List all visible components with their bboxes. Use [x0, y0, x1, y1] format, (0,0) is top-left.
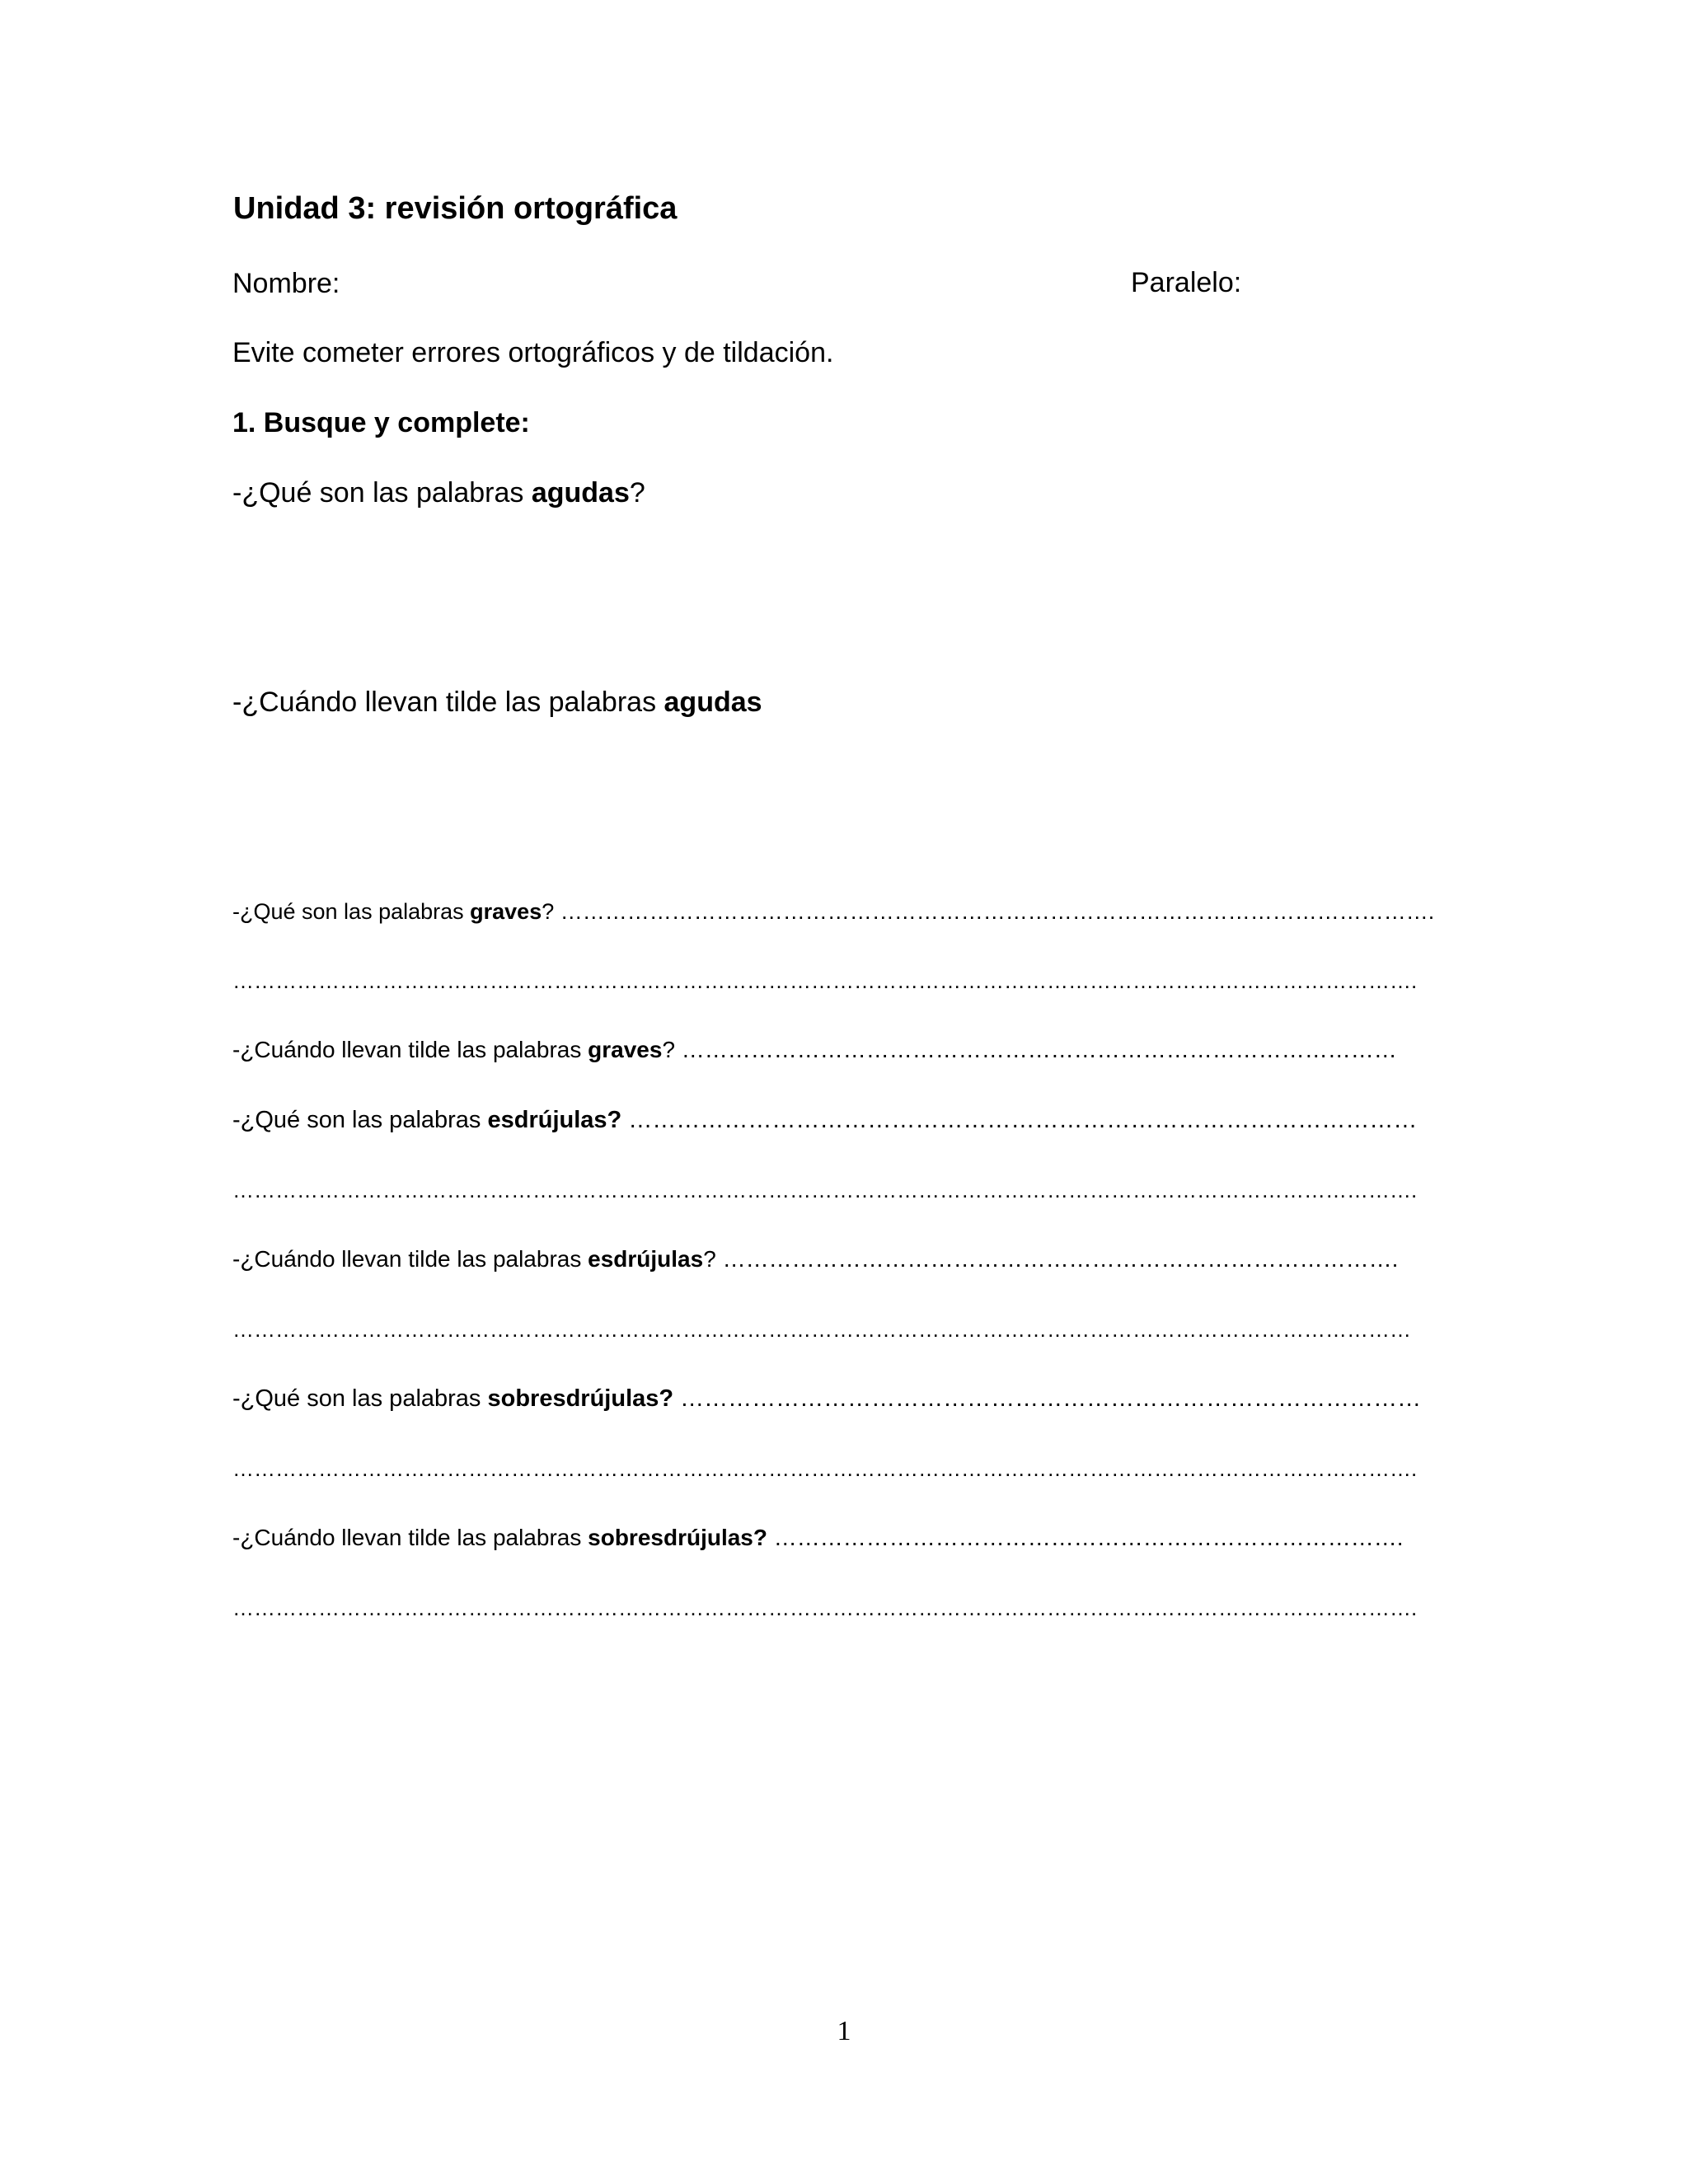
answer-line: ………………………………………………………………………………………………………………………………………………… [232, 1317, 1411, 1342]
question-esdrujulas: -¿Qué son las palabras esdrújulas? ……………………………………………………………………………………… [232, 1107, 1418, 1133]
question-agudas: -¿Qué son las palabras agudas? [232, 477, 645, 509]
page-title: Unidad 3: revisión ortográfica [233, 191, 678, 226]
instruction-text: Evite cometer errores ortográficos y de tildación. [232, 337, 834, 368]
answer-line: …………………………………………………………………………………………………………………………………………………. [232, 1178, 1418, 1202]
question-tilde-esdrujulas: -¿Cuándo llevan tilde las palabras esdrújulas? ……………………………………………………………………………. [232, 1246, 1399, 1272]
question-sobresdrujulas: -¿Qué son las palabras sobresdrújulas? ………………………………………………………………………………… [232, 1385, 1422, 1412]
answer-line: …………………………………………………………………………………………………………………………………………………. [232, 968, 1418, 993]
answer-line: …………………………………………………………………………………………………………………………………………………. [232, 1456, 1418, 1481]
section-heading: 1. Busque y complete: [232, 407, 530, 438]
page-number: 1 [837, 2016, 851, 2046]
question-tilde-graves: -¿Cuándo llevan tilde las palabras graves? ………………………………………………………………………………… [232, 1037, 1397, 1062]
question-tilde-sobresdrujulas: -¿Cuándo llevan tilde las palabras sobresdrújulas? ………………………………………………………………………. [232, 1525, 1404, 1550]
parallel-label: Paralelo: [1131, 267, 1242, 298]
answer-line: …………………………………………………………………………………………………………………………………………………. [232, 1596, 1418, 1620]
question-graves: -¿Qué son las palabras graves? ………………………………………………………………………………………………………. [232, 899, 1435, 924]
name-label: Nombre: [232, 268, 340, 299]
question-tilde-agudas: -¿Cuándo llevan tilde las palabras agudas [232, 687, 762, 718]
